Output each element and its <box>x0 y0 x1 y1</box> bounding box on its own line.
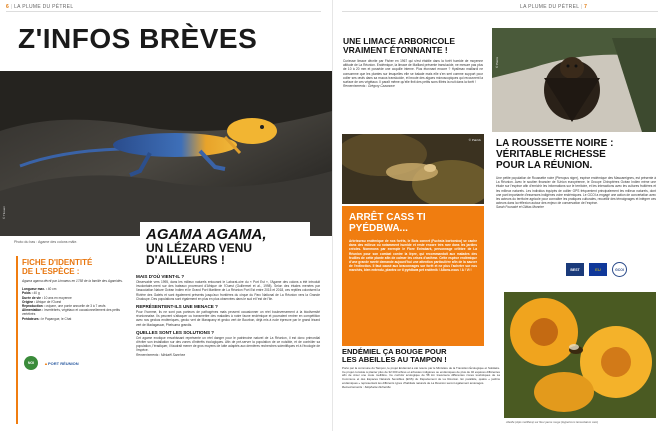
gcoi-logo: GCOI <box>612 262 627 277</box>
fiche-row: Origine : Afrique de l'Ouest <box>22 299 62 304</box>
bat-illustration <box>492 28 656 132</box>
endemiel-text: Porté par la commune du Tampon, le projet Endémiel a été retenu par le Ministère de la Transition Écologique et Solidaire. Ce projet consiste à planter plus de 32 000 arbres et arbustes indigènes ou endémiques de plus de 40 espèces différentes afin de créer une route mellifère. Ce corridor écologique de 58 km traversera différentes zones touristiques de La Commune et des Espaces Naturels Sensibles (ENS) du Département de La Réunion. En parallèle, quatre « jardins endémiques » représentant les différents types d'habitats naturels de La Réunion seront également aménagés. <box>342 366 500 385</box>
fiche-rows <box>22 287 124 321</box>
header-rule-right <box>342 11 658 12</box>
endemiel-thanks: Remerciements : Stéphanie Dufrenille <box>342 384 391 389</box>
roussette-photo-credit: © Pierre <box>495 56 499 68</box>
lizard-illustration <box>0 71 332 236</box>
roussette-text: Une petite population de Roussette noire (Pteropus niger), espèce endémique des Mascareignes, est présente à La Réunion. Avec le soutien financier de l'Union européenne, le Groupe Chiroptères Océan Indien mène une étude sur l'espèce afin d'enrichir les informations sur le territoire, et les interactions avec les cultures fruitières et les milieux naturels. Les individus équipés de collier GPS fréquentent principalement les milieux naturels, dont une part importante d'essences indigènes voire endémiques. Le GCOI a engagé une action de concertation avec les acteurs du territoire agricole pour connaître les pratiques culturales, recueillir des témoignages et intégrer ces acteurs dans la réflexion autour des enjeux de conservation de l'espèce. <box>496 176 656 206</box>
fiche-row: Durée de vie : 10 ans en moyenne <box>22 295 72 300</box>
roussette-title-line2: VÉRITABLE RICHESSE <box>496 149 606 160</box>
page-gutter <box>332 0 333 431</box>
endemiel-title-line1: ENDÉMIEL ÇA BOUGE POUR <box>342 347 447 356</box>
noi-logo: NOI <box>24 356 38 370</box>
port-reunion-logo: ▲PORT RÉUNION <box>44 360 79 366</box>
roussette-article <box>496 138 656 210</box>
header-left: 6 | LA PLUME DU PÉTREL <box>6 4 74 10</box>
lizard-photo <box>0 71 332 236</box>
bee-photo <box>504 292 656 418</box>
fiche-identite <box>16 256 128 424</box>
slug-illustration <box>342 134 484 204</box>
right-logos <box>566 262 627 277</box>
agama-p2: Pour l'homme, ils ne sont pas porteurs de pathogènes mais peuvent occasionner un réel bouleversement à la biodiversité réunionnaise. Ils peuvent s'attaquer ou transmettre des maladies à notre faune endémique et pourraient rentrer en compétition avec nos geckos endémiques, gecko vert de Manapany et gecko vert de Bourbon, déjà mis à rude épreuve par le grand lézard vert de Madagascar, Phelsuma grandis. <box>136 310 320 327</box>
arret-text: Arbrisseau endémique de nos forêts, le Bois connet (Fuchsia borbonica) se cache dans des milieux où notamment humide et reste encore très rare dans les jardins créoles. Nommons par exemple le Flore Extrabark, personnage célèbre de La Réunion pour son combat contre la lèpre, qui recommandait aux malades des feuilles de cette plante afin de calmer les crises d'asthme. Cette espèce endémique d'une grande rareté demande aujourd'hui une attention particulière afin de la sauver de l'extinction. Il faut causé aux braconnages sur forêt et ne plus l'acheter sur nos marchés, bien entendu, plantez ce ti pyédbwa pet endémik ! Allons-nous ! A ! Vi ! <box>349 239 477 273</box>
agama-article <box>136 274 320 357</box>
agama-title-box <box>140 222 310 268</box>
magazine-title-right: LA PLUME DU PÉTREL <box>520 4 580 10</box>
fiche-subtitle: Agama agama décrit par Linnaeus en 1758 de la famille des Agamidés. <box>22 279 123 283</box>
photo-credit-left: © Titouan <box>2 206 6 219</box>
fiche-row: Reproduction : ovipare, une ponte annuelle de 3 à 7 œufs <box>22 304 106 309</box>
page-title: Z'INFOS BRÈVES <box>18 23 258 54</box>
agama-p1: Observable vers 1995, dans les milieux naturels entourant le Laborat-oire du « Port Est », l'Agame des colons a été introduit involontaire-ment sur des bateaux provenant d'Afrique de l'Ouest (Guillermet et al., 1998). Selon des études menées par l'association Nature Océan Indien et le Grand Port Maritime de La Réunion Port Est entre 2015 et 2018, ces reptiles colonisent la Rivière des Galets et sont également présents jusqu'aux frontières du cirque du Parc National de La Réunion vers la Grande Chaloupe. Des populations sont également en plus en plus observées dans le sud et l'est de l'île. <box>136 280 320 301</box>
arret-title-line2: PYÉDBWA... <box>349 223 408 234</box>
limace-title-line1: UNE LIMACE ARBORICOLE <box>343 36 456 46</box>
roussette-title-line1: LA ROUSSETTE NOIRE : <box>496 138 614 149</box>
magazine-title-left: LA PLUME DU PÉTREL <box>14 4 74 10</box>
fiche-row: Poids : 40 g <box>22 291 40 296</box>
limace-text: Curieuse limace décrite par Fisher en 1967 qui s'est établie dans la forêt humide de moyenne altitude de La Réunion. Endémique, la limace de Maillard présente translucide, ne mesure pas plus de 10 à 20 mm et possède une coquille interne. Plus étonnant encore ? Hyalimax maillardi ne consomme que les plantes sur lesquelles elle se balade mais elle s'en sert comme support pour coller ses œufs dans sa mucus translucide, et broute des algues microscopiques qui recouvrent la surface de ces végétaux. Il paraît même qu'elle finit des petits sons filtrés la nuit dans la forêt ! <box>343 59 483 85</box>
limace-photo-credit: © Patrick <box>468 138 481 142</box>
arret-box <box>342 206 484 346</box>
agama-title-line1: AGAMA AGAMA, <box>146 226 267 243</box>
agama-p3: Cet agame exotique envahissant représente un réel danger pour le patrimoine naturel de La Réunion, il est donc primordial d'éviter son installation sur des zones d'intérêts écologiques. Afin de pré-server la population de ce nuisible, et de contrôler sa population, l'éradiquer, il faudrait mener de gros moyens de lutte adaptés aux dernières recherches scientifiques et à l'écologie de l'espèce. <box>136 335 320 353</box>
endemiel-article <box>342 348 500 389</box>
fiche-title-line1: FICHE D'IDENTITÉ <box>22 258 93 267</box>
agama-thanks: Remerciements : Mickaël Sanchez <box>136 352 186 357</box>
limace-photo <box>342 134 484 204</box>
limace-thanks: Remerciements : Grégory Cazanove <box>343 84 395 89</box>
page-number-right: 7 <box>584 4 588 10</box>
agama-q3: QUELLES SONT LES SOLUTIONS ? <box>136 329 215 335</box>
limace-title-line2: VRAIMENT ÉTONNANTE ! <box>343 45 448 55</box>
header-rule-left <box>6 11 321 12</box>
agama-title-line3: D'AILLEURS ! <box>146 253 225 267</box>
bee-photo-caption: Abeille (Apis mellifera) sur fleur jaune rouge (Hypericum lanceolatum cam) <box>506 420 599 424</box>
roussette-title-line3: POUR LA RÉUNION. <box>496 160 593 171</box>
best-logo: BEST <box>566 263 584 276</box>
fiche-row: Alimentation : invertébrés, végétaux et occasionnellement des petits vertébrés <box>22 308 120 317</box>
header-right: LA PLUME DU PÉTREL | 7 <box>520 4 588 10</box>
agama-title-line2: UN LÉZARD VENU <box>146 241 253 255</box>
fiche-logos <box>24 356 79 370</box>
fiche-row: Longueur max. : 40 cm <box>22 287 57 292</box>
flower-bee-illustration <box>504 292 656 418</box>
arret-title-line1: ARRÊT CASS TI <box>349 212 426 223</box>
agama-q2: REPRÉSENTENT-ILS UNE MENACE ? <box>136 304 218 310</box>
endemiel-title-line2: LES ABEILLES AU TAMPON ! <box>342 355 447 364</box>
roussette-thanks: Sarah Fourasté et Gildas Monnier <box>496 205 544 210</box>
roussette-photo <box>492 28 656 132</box>
limace-article <box>343 37 483 88</box>
fiche-title-line2: DE L'ESPÈCE : <box>22 266 80 276</box>
photo-caption-left: Photo du bas : Agame des colons mâle. <box>14 240 78 244</box>
agama-q1: MAIS D'OÙ VIENT-IL ? <box>136 274 185 279</box>
page-number-left: 6 <box>6 4 10 10</box>
eu-flag-logo: EU <box>589 263 607 276</box>
fiche-row: Prédateurs : le Papangue, le Chat <box>22 316 72 321</box>
